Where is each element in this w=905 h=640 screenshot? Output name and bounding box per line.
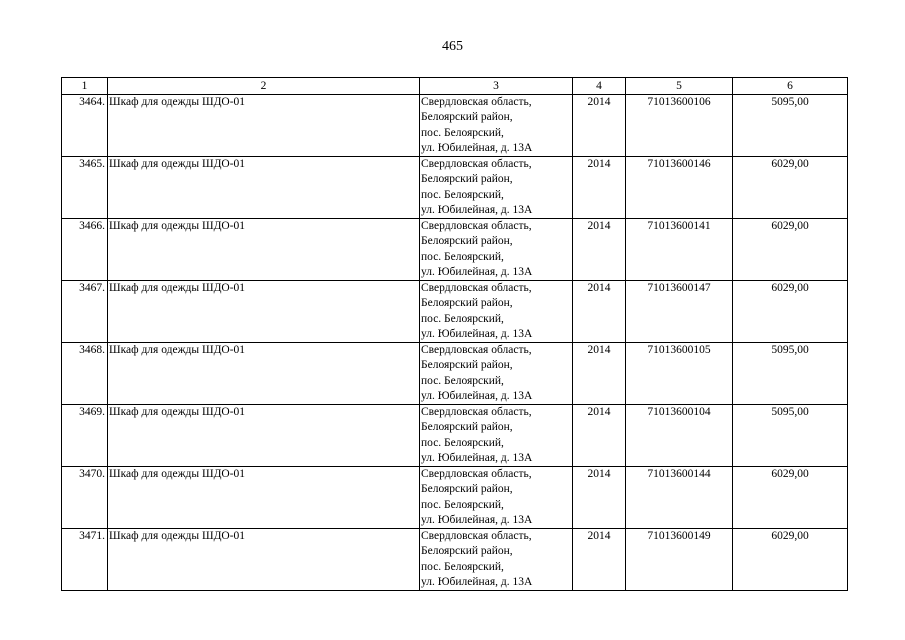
item-year: 2014	[573, 95, 626, 157]
row-number: 3469.	[62, 405, 108, 467]
item-name: Шкаф для одежды ШДО-01	[108, 343, 420, 405]
inventory-number: 71013600146	[626, 157, 733, 219]
item-cost: 6029,00	[733, 219, 848, 281]
inventory-number: 71013600147	[626, 281, 733, 343]
table-row	[62, 157, 848, 219]
row-number: 3464.	[62, 95, 108, 157]
table-row	[62, 219, 848, 281]
column-header-3: 3	[420, 78, 573, 95]
row-number: 3465.	[62, 157, 108, 219]
item-cost: 6029,00	[733, 467, 848, 529]
item-address	[420, 467, 573, 529]
item-name: Шкаф для одежды ШДО-01	[108, 95, 420, 157]
address-line: Свердловская область,	[421, 282, 532, 294]
column-header-1: 1	[62, 78, 108, 95]
item-address	[420, 219, 573, 281]
item-year: 2014	[573, 343, 626, 405]
item-cost: 5095,00	[733, 405, 848, 467]
address-line: Белоярский район,	[421, 421, 513, 434]
item-address	[420, 529, 573, 591]
column-header-2: 2	[108, 78, 420, 95]
inventory-number: 71013600149	[626, 529, 733, 591]
row-number: 3470.	[62, 467, 108, 529]
column-header-6: 6	[733, 78, 848, 95]
address-line: Белоярский район,	[421, 111, 513, 124]
address-line: ул. Юбилейная, д. 13А	[421, 575, 533, 588]
table-row	[62, 281, 848, 343]
address-line: Белоярский район,	[421, 545, 513, 558]
address-line: ул. Юбилейная, д. 13А	[421, 265, 533, 278]
row-number: 3468.	[62, 343, 108, 405]
item-year: 2014	[573, 405, 626, 467]
address-line: Свердловская область,	[421, 344, 532, 356]
table-row	[62, 405, 848, 467]
address-line: пос. Белоярский,	[421, 126, 504, 139]
property-registry-table	[61, 77, 848, 591]
row-number: 3466.	[62, 219, 108, 281]
inventory-number: 71013600104	[626, 405, 733, 467]
inventory-number: 71013600105	[626, 343, 733, 405]
item-cost: 5095,00	[733, 343, 848, 405]
address-line: Белоярский район,	[421, 235, 513, 248]
address-line: Белоярский район,	[421, 483, 513, 496]
address-line: пос. Белоярский,	[421, 312, 504, 325]
item-name: Шкаф для одежды ШДО-01	[108, 219, 420, 281]
address-line: Белоярский район,	[421, 297, 513, 310]
address-line: пос. Белоярский,	[421, 374, 504, 387]
address-line: Свердловская область,	[421, 530, 532, 542]
table-row	[62, 467, 848, 529]
address-line: ул. Юбилейная, д. 13А	[421, 451, 533, 464]
row-number: 3467.	[62, 281, 108, 343]
row-number: 3471.	[62, 529, 108, 591]
table-header-row	[62, 78, 848, 95]
item-year: 2014	[573, 467, 626, 529]
item-name: Шкаф для одежды ШДО-01	[108, 467, 420, 529]
table-row	[62, 95, 848, 157]
address-line: Свердловская область,	[421, 468, 532, 480]
item-year: 2014	[573, 281, 626, 343]
address-line: Свердловская область,	[421, 406, 532, 418]
address-line: Свердловская область,	[421, 96, 532, 108]
item-name: Шкаф для одежды ШДО-01	[108, 529, 420, 591]
address-line: пос. Белоярский,	[421, 498, 504, 511]
table-row	[62, 343, 848, 405]
item-year: 2014	[573, 219, 626, 281]
column-header-5: 5	[626, 78, 733, 95]
item-name: Шкаф для одежды ШДО-01	[108, 281, 420, 343]
address-line: Свердловская область,	[421, 220, 532, 232]
item-year: 2014	[573, 157, 626, 219]
inventory-number: 71013600106	[626, 95, 733, 157]
address-line: ул. Юбилейная, д. 13А	[421, 141, 533, 154]
item-address	[420, 343, 573, 405]
column-header-4: 4	[573, 78, 626, 95]
inventory-number: 71013600144	[626, 467, 733, 529]
item-address	[420, 405, 573, 467]
item-year: 2014	[573, 529, 626, 591]
item-address	[420, 157, 573, 219]
address-line: пос. Белоярский,	[421, 436, 504, 449]
address-line: ул. Юбилейная, д. 13А	[421, 327, 533, 340]
address-line: ул. Юбилейная, д. 13А	[421, 513, 533, 526]
address-line: ул. Юбилейная, д. 13А	[421, 389, 533, 402]
page-number: 465	[442, 39, 463, 54]
item-cost: 6029,00	[733, 157, 848, 219]
inventory-number: 71013600141	[626, 219, 733, 281]
item-address	[420, 281, 573, 343]
table-row	[62, 529, 848, 591]
item-name: Шкаф для одежды ШДО-01	[108, 157, 420, 219]
item-address	[420, 95, 573, 157]
item-cost: 6029,00	[733, 529, 848, 591]
address-line: Белоярский район,	[421, 359, 513, 372]
item-name: Шкаф для одежды ШДО-01	[108, 405, 420, 467]
address-line: пос. Белоярский,	[421, 560, 504, 573]
address-line: Белоярский район,	[421, 173, 513, 186]
address-line: Свердловская область,	[421, 158, 532, 170]
address-line: пос. Белоярский,	[421, 188, 504, 201]
item-cost: 6029,00	[733, 281, 848, 343]
item-cost: 5095,00	[733, 95, 848, 157]
address-line: ул. Юбилейная, д. 13А	[421, 203, 533, 216]
address-line: пос. Белоярский,	[421, 250, 504, 263]
